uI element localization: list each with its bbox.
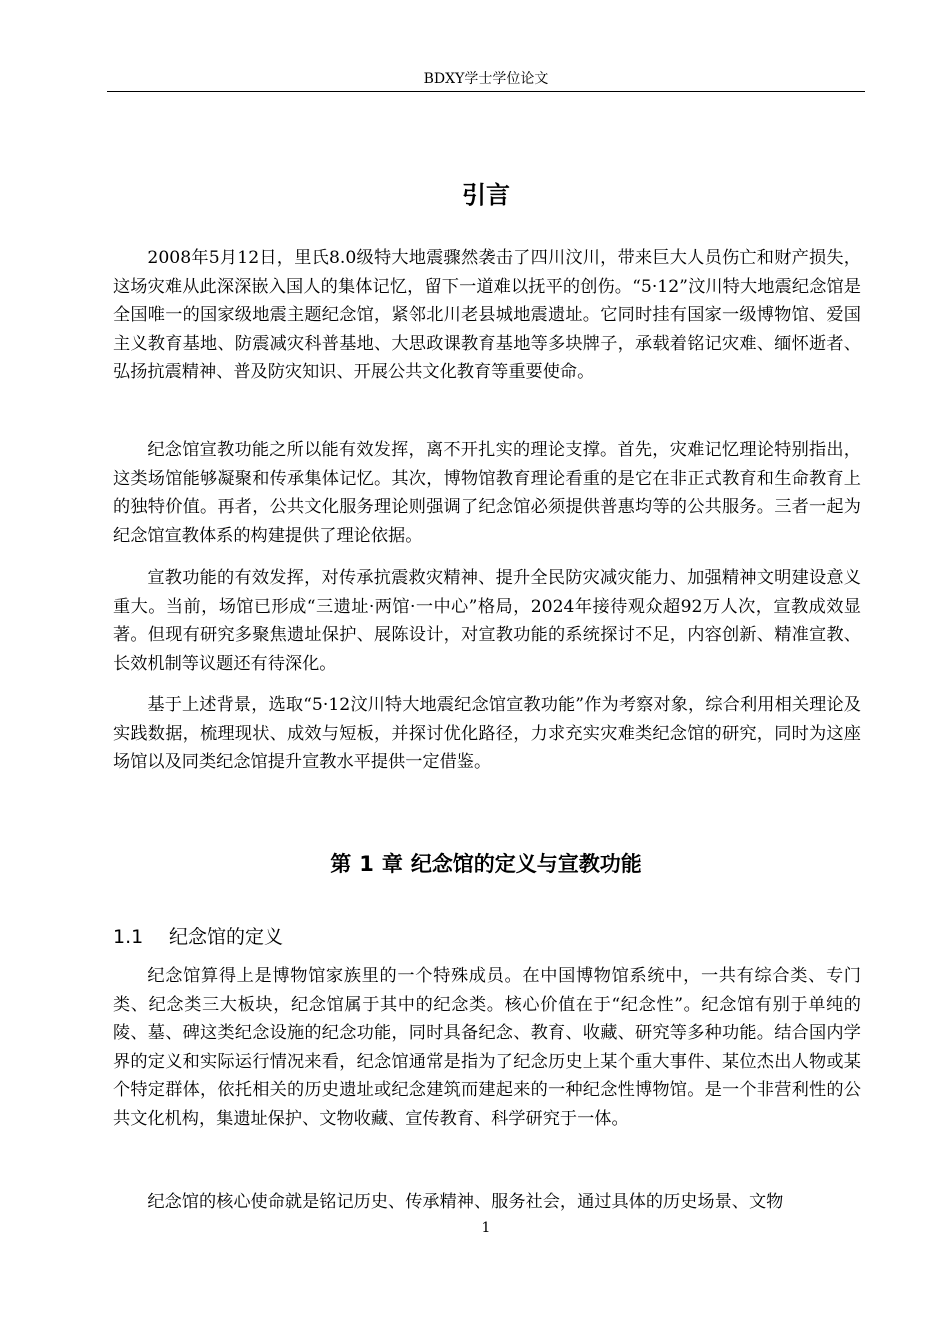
- section-paragraph-1: 纪念馆算得上是博物馆家族里的一个特殊成员。在中国博物馆系统中，一共有综合类、专门类、纪念类三大板块，纪念馆属于其中的纪念类。核心价值在于“纪念性”。纪念馆有别于单纯的陵、墓、碑这类纪念设施的纪念功能，同时具备纪念、教育、收藏、研究等多种功能。结合国内学界的定义和实际运行情况来看，纪念馆通常是指为了纪念历史上某个重大事件、某位杰出人物或某个特定群体，依托相关的历史遗址或纪念建筑而建起来的一种纪念性博物馆。是一个非营利性的公共文化机构，集遗址保护、文物收藏、宣传教育、科学研究于一体。: [113, 966, 861, 1129]
- running-header: [107, 68, 865, 92]
- header-title: BDXY学士学位论文: [423, 71, 549, 87]
- chapter-title: 纪念馆的定义与宣教功能: [410, 852, 642, 876]
- intro-heading: 引言: [462, 181, 510, 209]
- chapter-heading: [107, 848, 865, 880]
- chapter-label-prefix: 第: [330, 852, 352, 876]
- intro-paragraph-3: 宣教功能的有效发挥，对传承抗震救灾精神、提升全民防灾减灾能力、加强精神文明建设意义重大。当前，场馆已形成“三遗址·两馆·一中心”格局，2024年接待观众超92万人次，宣教成效显著。但现有研究多聚焦遗址保护、展陈设计，对宣教功能的系统探讨不足，内容创新、精准宣教、长效机制等议题还有待深化。: [113, 568, 861, 674]
- intro-paragraph-4: 基于上述背景，选取“5·12汶川特大地震纪念馆宣教功能”作为考察对象，综合利用相关理论及实践数据，梳理现状、成效与短板，并探讨优化路径，力求充实灾难类纪念馆的研究，同时为这座场馆以及同类纪念馆提升宣教水平提供一定借鉴。: [113, 695, 861, 772]
- chapter-number: 1: [359, 852, 374, 876]
- intro-paragraph-2: 纪念馆宣教功能之所以能有效发挥，离不开扎实的理论支撑。首先，灾难记忆理论特别指出，这类场馆能够凝聚和传承集体记忆。其次，博物馆教育理论看重的是它在非正式教育和生命教育上的独特价值。再者，公共文化服务理论则强调了纪念馆必须提供普惠均等的公共服务。三者一起为纪念馆宣教体系的构建提供了理论依据。: [113, 440, 861, 546]
- section-number: 1.1: [113, 926, 144, 948]
- section-paragraph-2: 纪念馆的核心使命就是铭记历史、传承精神、服务社会，通过具体的历史场景、文物: [147, 1192, 784, 1212]
- section-title: 纪念馆的定义: [169, 926, 284, 948]
- page-number: 1: [481, 1220, 491, 1236]
- chapter-label-suffix: 章: [381, 852, 403, 876]
- section-heading: [113, 923, 283, 951]
- intro-paragraph-1: 2008年5月12日，里氏8.0级特大地震骤然袭击了四川汶川，带来巨大人员伤亡和财产损失，这场灾难从此深深嵌入国人的集体记忆，留下一道难以抚平的创伤。“5·12”汶川特大地震纪念馆是全国唯一的国家级地震主题纪念馆，紧邻北川老县城地震遗址。它同时挂有国家一级博物馆、爱国主义教育基地、防震减灾科普基地、大思政课教育基地等多块牌子，承载着铭记灾难、缅怀逝者、弘扬抗震精神、普及防灾知识、开展公共文化教育等重要使命。: [113, 248, 861, 382]
